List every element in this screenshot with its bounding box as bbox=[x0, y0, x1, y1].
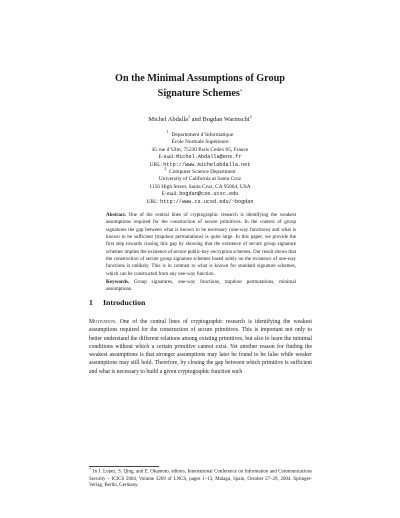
affil-1-dept-text: Departement d’Informatique bbox=[171, 132, 234, 138]
affil-2-email[interactable]: bogdan@cse.ucsc.edu bbox=[179, 191, 239, 198]
affil-1-school: École Normale Supérieure bbox=[171, 139, 229, 146]
affil-1-url-line bbox=[0, 161, 400, 172]
footnote-rule bbox=[89, 466, 159, 467]
affil-2-url-line bbox=[0, 199, 400, 206]
author-conjunction: and bbox=[191, 116, 201, 123]
affil-1-email-label: E-mail: bbox=[158, 154, 175, 161]
abstract bbox=[106, 212, 296, 294]
section-number: 1 bbox=[89, 298, 93, 307]
footnote-text: In J. Lopez, S. Qing, and E. Okamoto, editors, International Conference on Information and Communications Security – ICICS 2004, Volume 3269 of LNCS, pages 1–13, Malaga, Spain, October 27–29, 2004. Springer-Verlag, Berlin, Germany. bbox=[89, 469, 312, 489]
title-line-2-text: Signature Schemes bbox=[157, 88, 240, 99]
section-title: Introduction bbox=[103, 298, 146, 307]
affil-1-sup: 1 bbox=[166, 129, 169, 135]
affil-1-url-label: URL: bbox=[149, 161, 162, 168]
affil-1-email-line bbox=[0, 154, 400, 161]
body-paragraph bbox=[89, 318, 312, 376]
body-text: One of the central lines of cryptographic research is identifying the weakest assumptions required for the construction of secure primitives. This is important not only to better understand the different relations among existing primitives, but also to learn the minimal conditions without which a certain primitive cannot exist. Yet another reason for finding the weakest assumptions is that stronger assumptions may later be found to be false while weaker assumptions may still hold. Therefore, by closing the gap between which primitive is sufficient and what is necessary to build a given cryptographic function such bbox=[89, 319, 312, 375]
affil-2-email-label: E-mail: bbox=[161, 191, 178, 198]
keywords-paragraph bbox=[106, 279, 296, 294]
abstract-label: Abstract. bbox=[106, 212, 127, 218]
keywords-label: Keywords. bbox=[106, 279, 130, 286]
author-1: Michel Abdalla bbox=[148, 116, 188, 123]
paper-title bbox=[0, 71, 400, 101]
affil-2-url[interactable]: http://www.cs.ucsd.edu/~bogdan bbox=[160, 198, 254, 205]
affil-2-url-label: URL: bbox=[146, 198, 159, 205]
author-list bbox=[0, 113, 400, 124]
paragraph-lead: Motivation. bbox=[89, 319, 117, 325]
author-2: Bogdan Warinschi bbox=[202, 116, 250, 123]
affil-2-school: University of California at Santa Cruz bbox=[158, 176, 242, 183]
abstract-text: One of the central lines of cryptographic research is identifying the weakest assumptions required for the construction of secure primitives. In the context of group signatures the gap between what is known to be necessary (one-way functions) and what is known to be sufficient (trapdoor permutations) is quite large. In this paper, we provide the first step towards closing this gap by showing that the existence of secure group signature schemes implies the existence of secure public-key encryption schemes. Our result shows that the construction of secure group signature schemes based solely on the existence of one-way functions is unlikely. This is in contrast to what is known for standard signature schemes, which can be constructed from any one-way function. bbox=[106, 212, 296, 277]
author-2-sup: 2 bbox=[249, 113, 252, 119]
keywords-text: Group signatures, one-way functions, trapdoor permutations, minimal assumptions. bbox=[106, 279, 296, 293]
abstract-paragraph bbox=[106, 212, 296, 278]
affil-2-email-line bbox=[0, 191, 400, 198]
title-footnote-mark: ⋆ bbox=[239, 87, 243, 93]
title-line-1: On the Minimal Assumptions of Group bbox=[115, 73, 285, 84]
affil-2-sup: 2 bbox=[164, 166, 167, 172]
footnote-mark: ⋆ bbox=[89, 466, 92, 471]
affil-1-url[interactable]: http://www.michelabdalla.net bbox=[163, 161, 251, 168]
author-1-sup: 1 bbox=[188, 113, 190, 119]
footnote bbox=[89, 466, 312, 490]
affil-2-address: 1156 High Street, Santa Cruz, CA 95064, USA bbox=[149, 183, 251, 190]
affil-1-address: 45 rue d’Ulm, 75230 Paris Cedex 05, France bbox=[151, 146, 249, 153]
affil-1-email[interactable]: Michel.Abdalla@ens.fr bbox=[176, 154, 242, 161]
affil-2-dept-text: Computer Science Department bbox=[169, 169, 236, 176]
title-line-2 bbox=[0, 86, 400, 101]
section-heading bbox=[89, 298, 145, 308]
affiliations bbox=[0, 129, 400, 206]
